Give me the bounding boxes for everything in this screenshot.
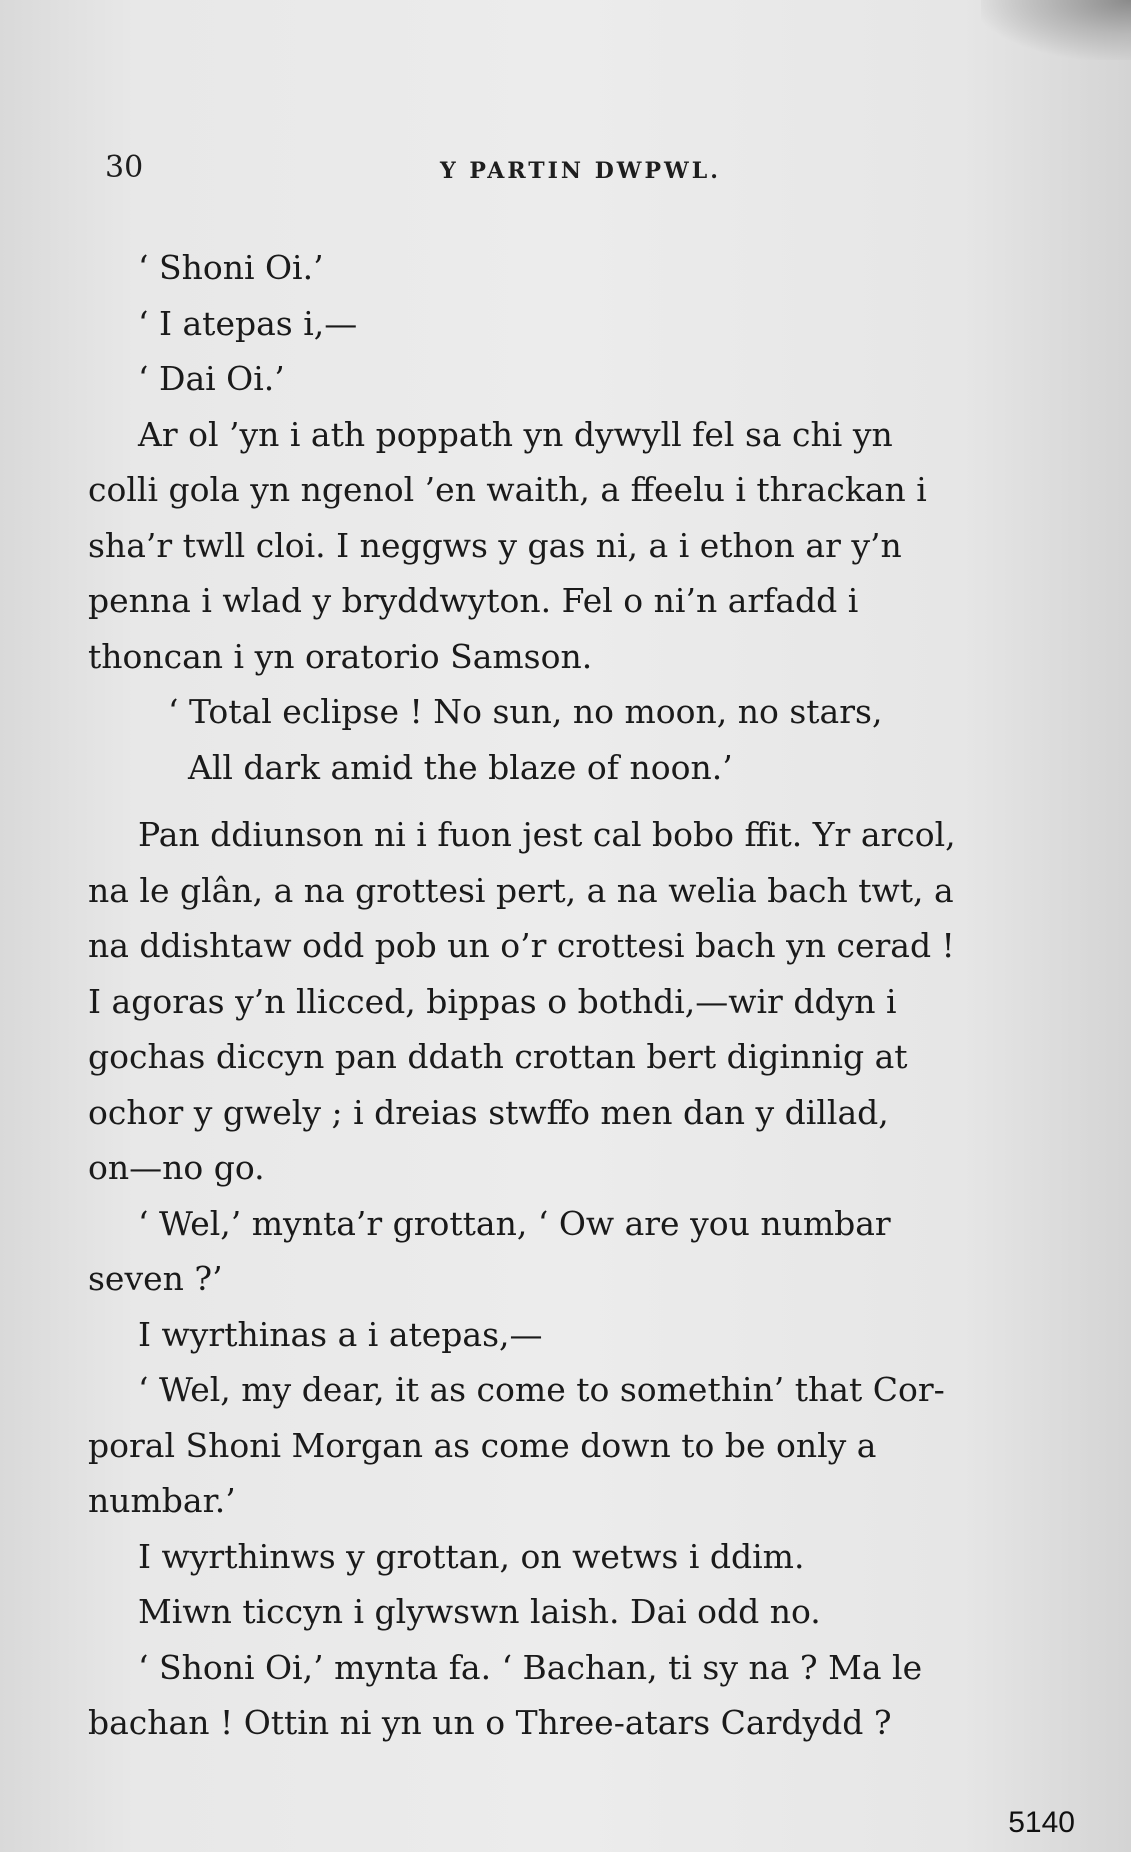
verse-line: All dark amid the blaze of noon.’ (188, 747, 733, 787)
text-line: Miwn ticcyn i glywswn laish. Dai odd no. (138, 1592, 821, 1631)
page-corner-shadow (981, 0, 1131, 60)
text-line: na le glân, a na grottesi pert, a na welia bach twt, a (88, 870, 954, 910)
stanza-gap (88, 795, 1058, 807)
text-line: ‘ Wel, my dear, it as come to somethin’ that Cor- (138, 1370, 945, 1409)
text-line: ‘ I atepas i,— (138, 303, 358, 343)
text-line: gochas diccyn pan ddath crottan bert diginnig at (88, 1037, 908, 1076)
text-line: ‘ Shoni Oi,’ mynta fa. ‘ Bachan, ti sy na ? Ma le (138, 1647, 923, 1687)
text-line: seven ?’ (88, 1259, 223, 1298)
text-line: bachan ! Ottin ni yn un o Three-atars Cardydd ? (88, 1703, 892, 1742)
page-number: 30 (105, 150, 144, 185)
text-line: I wyrthinas a i atepas,— (138, 1314, 543, 1354)
text-line: poral Shoni Morgan as come down to be only a (88, 1425, 877, 1465)
text-line: ‘ Shoni Oi.’ (138, 248, 324, 287)
text-line: thoncan i yn oratorio Samson. (88, 636, 593, 676)
text-line: ‘ Wel,’ mynta’r grottan, ‘ Ow are you numbar (138, 1203, 891, 1243)
running-head (105, 150, 785, 190)
text-line: I wyrthinws y grottan, on wetws i ddim. (138, 1536, 805, 1576)
text-line: colli gola yn ngenol ’en waith, a ffeelu i thrackan i (88, 470, 927, 509)
text-line: I agoras y’n llicced, bippas o bothdi,—wir ddyn i (88, 981, 897, 1021)
text-line: sha’r twll cloi. I neggws y gas ni, a i ethon ar y’n (88, 525, 902, 565)
text-line: penna i wlad y bryddwyton. Fel o ni’n arfadd i (88, 581, 859, 620)
text-line: na ddishtaw odd pob un o’r crottesi bach yn cerad ! (88, 926, 955, 965)
body-text (88, 240, 1058, 1751)
running-title: Y PARTIN DWPWL. (440, 158, 721, 184)
text-line: Ar ol ’yn i ath poppath yn dywyll fel sa chi yn (138, 414, 893, 454)
scan-id-stamp: 5140 (1008, 1806, 1075, 1839)
text-line: numbar.’ (88, 1481, 236, 1520)
verse-line: ‘ Total eclipse ! No sun, no moon, no stars, (168, 692, 883, 731)
text-line: Pan ddiunson ni i fuon jest cal bobo ffit. Yr arcol, (138, 815, 956, 854)
text-line: on—no go. (88, 1148, 265, 1187)
text-line: ‘ Dai Oi.’ (138, 359, 285, 398)
text-line: ochor y gwely ; i dreias stwffo men dan y dillad, (88, 1092, 889, 1132)
